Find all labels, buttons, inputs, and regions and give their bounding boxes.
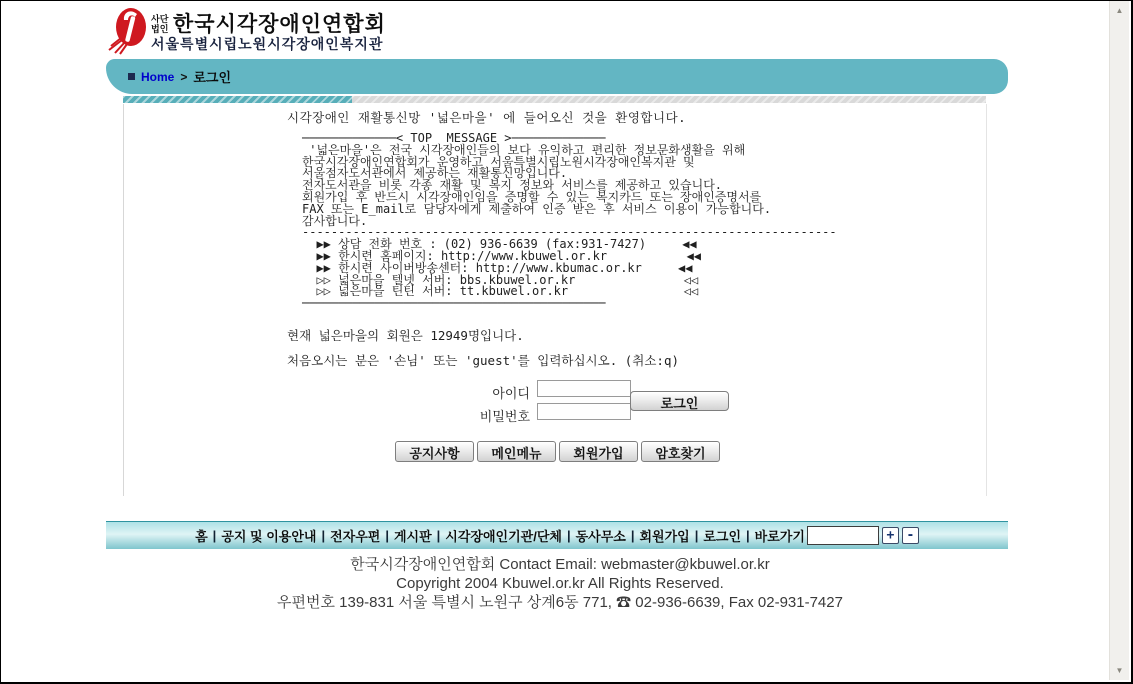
guest-hint-line: 처음오시는 분은 '손님' 또는 'guest'를 입력하십시오. (취소:q) xyxy=(287,353,680,368)
terminal-line: ▶▶ 상담 전화 번호 : (02) 936-6639 (fax:931-7427) ◀◀ xyxy=(302,237,697,252)
breadcrumb-current: 로그인 xyxy=(193,70,232,85)
footer-nav-separator: | xyxy=(694,528,699,543)
footer-nav-signup[interactable]: 회원가입 xyxy=(639,529,690,544)
footer-nav-separator: | xyxy=(746,528,750,543)
footer-nav-separator: | xyxy=(566,528,571,543)
breadcrumb-bar xyxy=(106,59,1008,94)
terminal-line: 서울점자도서관에서 제공하는 재활통신망입니다. xyxy=(302,166,568,181)
footer-text xyxy=(1,555,1119,612)
footer-nav-separator: | xyxy=(630,528,635,543)
terminal-line: -------------------------------------------------------------------------- xyxy=(302,225,837,240)
breadcrumb-separator: > xyxy=(180,69,188,84)
org-subtitle: 서울특별시립노원시각장애인복지관 xyxy=(151,36,384,52)
terminal-line: ▶▶ 한시련 사이버방송센터: http://www.kbumac.or.kr ◀◀ xyxy=(302,260,693,275)
terminal-line: ▶▶ 한시련 홈페이지: http://www.kbuwel.or.kr ◀◀ xyxy=(302,248,702,263)
footer-nav-login[interactable]: 로그인 xyxy=(703,529,742,544)
password-input[interactable] xyxy=(537,403,631,420)
terminal-line: '넓은마을'은 전국 시각장애인들의 보다 유익하고 편리한 정보문화생활을 위해 xyxy=(302,142,746,157)
org-name: 한국시각장애인연합회 xyxy=(173,13,386,36)
footer-nav-shortcut[interactable]: 바로가기 xyxy=(754,529,805,544)
password-label: 비밀번호 xyxy=(479,410,530,425)
footer-nav-separator: | xyxy=(321,528,326,543)
header xyxy=(1,1,1131,58)
terminal-line: FAX 또는 E_mail로 담당자에게 제출하여 인증 받은 후 서비스 이용이 가능합니다. xyxy=(302,201,772,216)
footer-nav-home[interactable]: 홈 xyxy=(195,529,208,544)
terminal-line: 감사합니다. xyxy=(302,213,368,228)
login-button[interactable]: 로그인 xyxy=(630,391,729,411)
footer-nav-separator: | xyxy=(436,528,441,543)
terminal-line: 전자도서관을 비롯 각종 재활 및 복지 정보와 서비스를 제공하고 있습니다. xyxy=(302,178,723,193)
main-content xyxy=(123,104,987,496)
terminal-line: ─────────────< TOP MESSAGE >───────────── xyxy=(302,131,606,145)
breadcrumb-bullet-icon xyxy=(128,73,135,80)
find-password-button[interactable]: 암호찾기 xyxy=(641,441,720,462)
zoom-in-button[interactable]: + xyxy=(882,527,899,544)
breadcrumb xyxy=(128,59,231,94)
footer-nav-organizations[interactable]: 시각장애인기관/단체 xyxy=(445,529,562,544)
shortcut-input[interactable] xyxy=(807,526,879,545)
footer-nav-email[interactable]: 전자우편 xyxy=(330,529,381,544)
footer-nav-separator: | xyxy=(212,528,217,543)
terminal-line: ────────────────────────────────────────── xyxy=(302,296,606,311)
progress-fill xyxy=(123,96,352,103)
id-label: 아이디 xyxy=(492,387,530,402)
breadcrumb-home-link[interactable]: Home xyxy=(141,69,175,84)
progress-track xyxy=(123,96,986,103)
footer-nav-bar xyxy=(106,521,1008,549)
welcome-line: 시각장애인 재활통신망 '넓은마을' 에 들어오신 것을 환영합니다. xyxy=(287,110,687,125)
scroll-down-icon[interactable]: ▼ xyxy=(1115,666,1124,675)
footer-nav-board[interactable]: 게시판 xyxy=(393,529,432,544)
main-menu-button[interactable]: 메인메뉴 xyxy=(477,441,556,462)
signup-button[interactable]: 회원가입 xyxy=(559,441,638,462)
scroll-up-icon[interactable]: ▲ xyxy=(1115,6,1124,15)
menu-button-row xyxy=(395,441,720,462)
org-type-label: 사단 법인 xyxy=(151,14,169,34)
footer-copyright-line: Copyright 2004 Kbuwel.or.kr All Rights Reserved. xyxy=(396,575,724,592)
footer-nav xyxy=(106,522,1008,549)
footer-nav-office[interactable]: 동사무소 xyxy=(575,529,626,544)
terminal-line: ▷▷ 넓은마을 텔넷 서버: bbs.kbuwel.or.kr ◁◁ xyxy=(302,272,699,287)
org-logo-icon xyxy=(107,5,153,55)
member-count-line: 현재 넓은마을의 회원은 12949명입니다. xyxy=(287,328,524,343)
terminal-line: 한국시각장애인연합회가 운영하고 서울특별시립노원시각장애인복지관 및 xyxy=(302,154,695,169)
id-input[interactable] xyxy=(537,380,631,397)
footer-nav-separator: | xyxy=(385,528,389,543)
footer-contact-line: 한국시각장애인연합회 Contact Email: webmaster@kbuwel.or.kr xyxy=(350,556,770,573)
footer-nav-notice[interactable]: 공지 및 이용안내 xyxy=(221,529,317,544)
terminal-line: ▷▷ 넓은마을 틴틴 서버: tt.kbuwel.or.kr ◁◁ xyxy=(302,284,699,299)
footer-address-line: 우편번호 139-831 서울 특별시 노원구 상계6동 771, ☎ 02-936-6639, Fax 02-931-7427 xyxy=(277,594,843,611)
terminal-line: 회원가입 후 반드시 시각장애인임을 증명할 수 있는 복지카드 또는 장애인증명서를 xyxy=(302,189,762,204)
vertical-scrollbar[interactable] xyxy=(1109,1,1129,680)
notice-button[interactable]: 공지사항 xyxy=(395,441,474,462)
zoom-out-button[interactable]: - xyxy=(902,527,919,544)
terminal-message-block xyxy=(302,133,837,310)
